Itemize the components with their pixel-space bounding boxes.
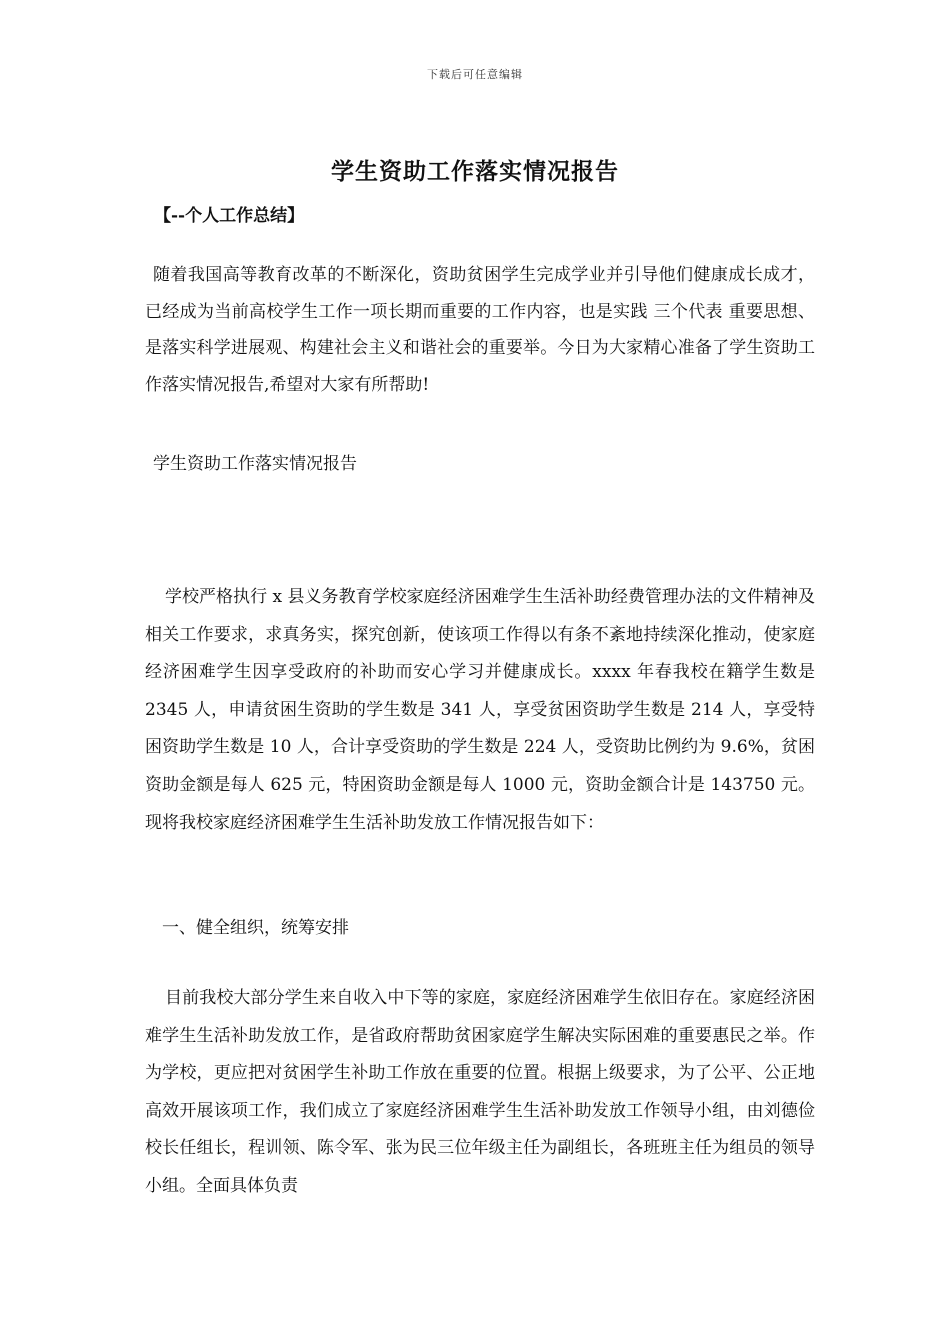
document-title: 学生资助工作落实情况报告 (331, 158, 619, 185)
document-subtitle: 【--个人工作总结】 (154, 206, 305, 226)
intro-paragraph: 随着我国高等教育改革的不断深化，资助贫困学生完成学业并引导他们健康成长成才，已经成为当前高校学生工作一项长期而重要的工作内容，也是实践 三个代表 重要思想、是落实科学进展观、构建社会主义和谐社会的重要举。今日为大家精心准备了学生资助工作落实情况报告,希望对大家有所帮助! (145, 265, 815, 396)
report-heading: 学生资助工作落实情况报告 (153, 454, 357, 474)
section-1-heading: 一、健全组织，统筹安排 (162, 918, 349, 938)
body-paragraph-1: 学校严格执行 x 县义务教育学校家庭经济困难学生生活补助经费管理办法的文件精神及相关工作要求，求真务实，探究创新，使该项工作得以有条不紊地持续深化推动，使家庭经济困难学生因享受政府的补助而安心学习并健康成长。xxxx 年春我校在籍学生数是 2345 人，申请贫困生资助的学生数是 341 人，享受贫困资助学生数是 214 人，享受特困资助学生数是 10 人，合计享受资助的学生数是 224 人，受资助比例约为 9.6%，贫困资助金额是每人 625 元，特困资助金额是每人 1000 元，资助金额合计是 143750 元。现将我校家庭经济困难学生生活补助发放工作情况报告如下： (145, 587, 815, 833)
body-paragraph-2: 目前我校大部分学生来自收入中下等的家庭，家庭经济困难学生依旧存在。家庭经济困难学生生活补助发放工作，是省政府帮助贫困家庭学生解决实际困难的重要惠民之举。作为学校，更应把对贫困学生补助工作放在重要的位置。根据上级要求，为了公平、公正地高效开展该项工作，我们成立了家庭经济困难学生生活补助发放工作领导小组，由刘德俭校长任组长，程训领、陈令军、张为民三位年级主任为副组长，各班班主任为组员的领导小组。全面具体负责 (145, 988, 815, 1196)
page-header-note: 下载后可任意编辑 (427, 68, 523, 81)
